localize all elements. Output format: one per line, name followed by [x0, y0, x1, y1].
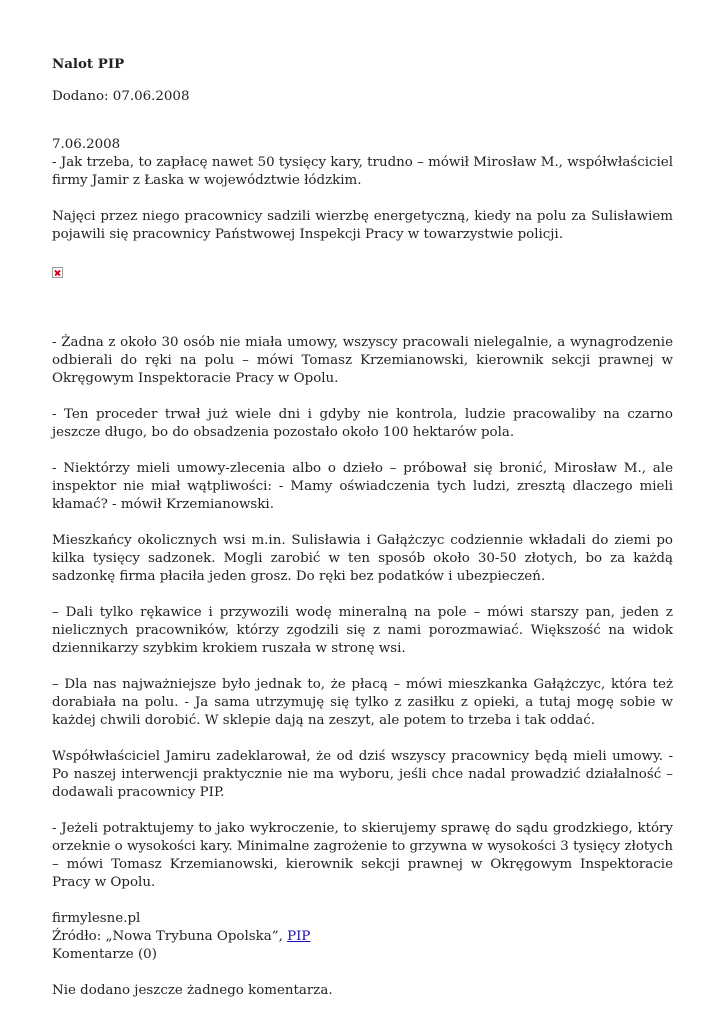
article-body	[52, 136, 673, 1018]
article-title: Nalot PIP	[52, 56, 125, 72]
paragraph-5: Mieszkańcy okolicznych wsi m.in. Sulisławia i Gałążczyc codziennie wkładali do ziemi po kilka tysięcy sadzonek. Mogli zarobić w ten sposób około 30-50 złotych, bo za każdą sadzonkę firma płaciła jeden grosz. Do ręki bez podatków i ubezpieczeń.	[52, 533, 673, 584]
source-label: Źródło: „Nowa Trybuna Opolska”,	[52, 929, 288, 944]
paragraph-3: - Ten proceder trwał już wiele dni i gdyby nie kontrola, ludzie pracowaliby na czarno jeszcze długo, bo do obsadzenia pozostało około 100 hektarów pola.	[52, 407, 673, 440]
site-name: firmylesne.pl	[52, 911, 141, 926]
paragraph-intro: - Jak trzeba, to zapłacę nawet 50 tysięcy kary, trudno – mówił Mirosław M., współwłaściciel firmy Jamir z Łaska w województwie łódzkim.	[52, 155, 673, 188]
article-image	[52, 262, 673, 334]
comments-count: Komentarze (0)	[52, 947, 157, 962]
paragraph-6: – Dali tylko rękawice i przywozili wodę mineralną na pole – mówi starszy pan, jeden z nielicznych pracowników, którzy zgodzili się z nami porozmawiać. Większość na widok dziennikarzy szybkim krokiem ruszała w stronę wsi.	[52, 605, 673, 656]
paragraph-4: - Niektórzy mieli umowy-zlecenia albo o dzieło – próbował się bronić, Mirosław M., ale inspektor nie miał wątpliwości: - Mamy oświadczenia tych ludzi, zresztą dlaczego mieli kłamać? - mówił Krzemianowski.	[52, 461, 673, 512]
broken-image-icon	[52, 267, 63, 278]
article-date: 7.06.2008	[52, 137, 121, 152]
paragraph-7: – Dla nas najważniejsze było jednak to, że płacą – mówi mieszkanka Gałążczyc, która też dorabiała na polu. - Ja sama utrzymuję się tylko z zasiłku z opieki, a tutaj mogę sobie w każdej chwili dorobić. W sklepie dają na zeszyt, ale potem to trzeba i tak oddać.	[52, 677, 673, 728]
paragraph-8: Współwłaściciel Jamiru zadeklarował, że od dziś wszyscy pracownicy będą mieli umowy. - Po naszej interwencji praktycznie nie ma wyboru, jeśli chce nadal prowadzić działalność – dodawali pracownicy PIP.	[52, 749, 673, 800]
paragraph-9: - Jeżeli potraktujemy to jako wykroczenie, to skierujemy sprawę do sądu grodzkiego, który orzeknie o wysokości kary. Minimalne zagrożenie to grzywna w wysokości 3 tysięcy złotych – mówi Tomasz Krzemianowski, kierownik sekcji prawnej w Okręgowym Inspektoracie Pracy w Opolu.	[52, 821, 673, 890]
paragraph-1: Najęci przez niego pracownicy sadzili wierzbę energetyczną, kiedy na polu za Sulisławiem pojawili się pracownicy Państwowej Inspekcji Pracy w towarzystwie policji.	[52, 209, 673, 242]
source-link[interactable]: PIP	[287, 929, 311, 944]
article-footer	[52, 910, 673, 964]
paragraph-2: - Żadna z około 30 osób nie miała umowy, wszyscy pracowali nielegalnie, a wynagrodzenie odbierali do ręki na polu – mówi Tomasz Krzemianowski, kierownik sekcji prawnej w Okręgowym Inspektoracie Pracy w Opolu.	[52, 335, 673, 386]
source-line	[52, 928, 673, 946]
no-comments-message: Nie dodano jeszcze żadnego komentarza.	[52, 983, 333, 998]
added-date: Dodano: 07.06.2008	[52, 89, 190, 104]
